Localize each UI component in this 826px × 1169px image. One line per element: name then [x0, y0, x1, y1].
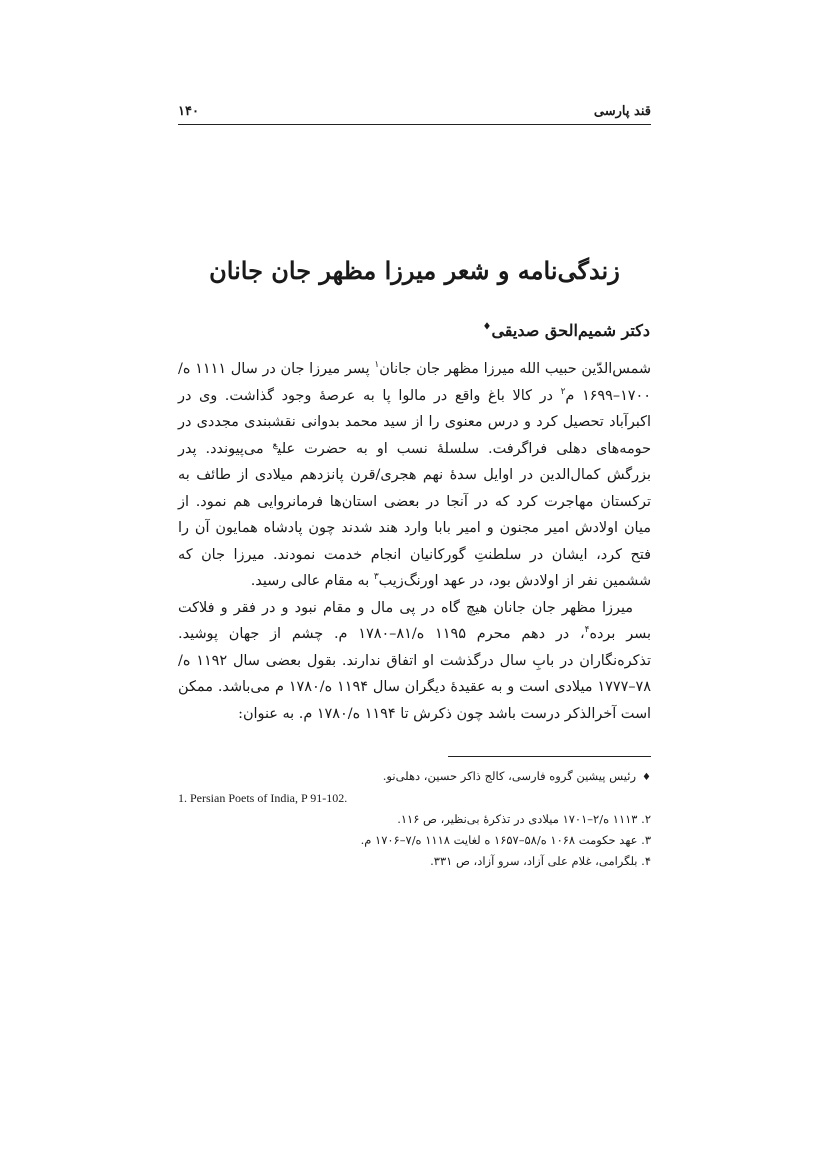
paragraph-1-text-b: پسر میرزا جان در سال ۱۱۱۱ ه/۱۷۰۰–۱۶۹۹ م — [178, 361, 651, 404]
footnote-2: ۲. ۱۱۱۳ ه/۲–۱۷۰۱ میلادی در تذکرهٔ بی‌نظیر، ص ۱۱۶. — [397, 812, 651, 826]
paragraph-1-text-a: شمس‌الدّین حبیب الله میرزا مظهر جان جانان — [379, 361, 651, 377]
paragraph-2-text-a: میرزا مظهر جان جانان هیچ گاه در پی مال و مقام نبود و در فقر و فلاکت بسر برده — [178, 599, 651, 642]
paragraph-1-text-d: می‌پیوندد. پدر بزرگش کمال‌الدین در اوایل سدهٔ نهم هجری/قرن پانزدهم میلادی از طائف به ترکستان مهاجرت کرد که در آنجا در بعضی استان‌ها فرمانروایی هم نمود. از میان اولادش امیر مجنون و امیر بابا وارد هند شدند چون پادشاه همایون آن را فتح کرد، ایشان در سلطنتِ گورکانیان انجام خدمت نمودند. میرزا جان که ششمین نفر از اولادش بود، در عهد اورنگ‌زیب — [178, 440, 651, 589]
article-title: زندگی‌نامه و شعر میرزا مظهر جان جانان — [209, 256, 620, 285]
author-name: دکتر شمیم‌الحق صدیقی — [491, 321, 650, 340]
paragraph-1-text-c: در کالا باغ واقع در مالوا پا به عرصهٔ وجود گذاشت. وی در اکبرآباد تحصیل کرد و درس معنوی را از سید محمد بدوانی نقشبندی مجددی در حومه‌های دهلی فراگرفت. سلسلهٔ نسب او به حضرت علی — [178, 387, 652, 457]
paragraph-2-text-b: ، در دهم محرم ۱۱۹۵ ه/۸۱–۱۷۸۰ م. چشم از جهان پوشید. تذکره‌نگاران در بابِ سال درگذشت او اتفاق ندارند. بقول بعضی سال ۱۱۹۲ ه/۷۸–۱۷۷۷ میلادی است و به عقیدهٔ دیگران سال ۱۱۹۴ ه/۱۷۸۰ م می‌باشد. ممکن است آخرالذکر درست باشد چون ذکرش تا ۱۱۹۴ ه/۱۷۸۰ م. به عنوان: — [178, 626, 651, 722]
paragraph-1-text-e: به مقام عالی رسید. — [250, 573, 374, 589]
running-header — [178, 104, 651, 125]
footnote-divider — [448, 756, 651, 757]
paragraph-2 — [178, 595, 651, 728]
footnote-author — [178, 766, 651, 788]
author-line — [483, 321, 651, 340]
article-body — [178, 356, 651, 727]
honorific-mark: ع — [272, 439, 278, 450]
footnote-ref-3: ۳ — [373, 572, 379, 583]
footnote-author-mark: ♦ — [642, 772, 651, 783]
footnote-ref-4: ۴ — [584, 625, 590, 636]
footnote-ref-2: ۲ — [560, 386, 566, 397]
footnote-1: 1. Persian Poets of India, P 91-102. — [178, 791, 348, 805]
footnote-author-text: رئیس پیشین گروه فارسی، کالج ذاکر حسین، دهلی‌نو. — [382, 769, 637, 783]
journal-name: قند پارسی — [593, 104, 651, 119]
footnote-ref-1: ۱ — [374, 360, 380, 371]
footnote-4: ۴. بلگرامی، غلام علی آزاد، سرو آزاد، ص ۳۳۱. — [430, 854, 651, 868]
footnote-3: ۳. عهد حکومت ۱۰۶۸ ه/۵۸–۱۶۵۷ ه لغایت ۱۱۱۸ ه/۷–۱۷۰۶ م. — [360, 833, 651, 847]
page-number: ۱۴۰ — [178, 104, 199, 119]
author-footnote-mark: ♦ — [482, 321, 492, 333]
footnotes — [178, 766, 651, 872]
paragraph-1 — [178, 356, 651, 595]
